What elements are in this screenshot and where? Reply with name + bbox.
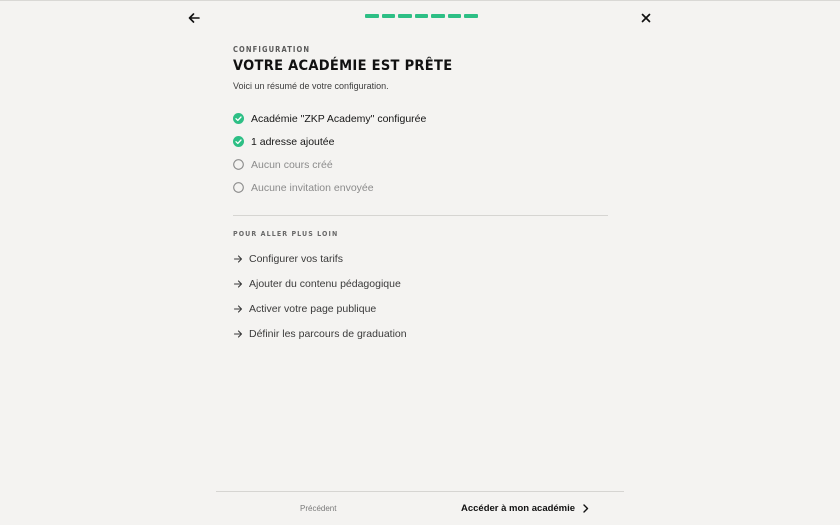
empty-circle-icon	[233, 159, 244, 170]
section-divider	[233, 215, 608, 216]
arrow-right-icon	[233, 329, 243, 339]
next-step-link[interactable]	[233, 271, 608, 296]
chevron-right-icon	[582, 504, 589, 513]
next-step-label: Configurer vos tarifs	[249, 252, 343, 265]
next-step-link[interactable]	[233, 321, 608, 346]
checklist-item	[233, 153, 608, 176]
progress-step	[431, 14, 445, 18]
go-to-academy-button[interactable]	[461, 503, 589, 514]
checklist-item-label: Aucune invitation envoyée	[251, 181, 374, 194]
footer-divider	[216, 491, 624, 492]
eyebrow-label: CONFIGURATION	[233, 45, 311, 54]
progress-step	[448, 14, 462, 18]
progress-step	[365, 14, 379, 18]
next-step-label: Ajouter du contenu pédagogique	[249, 277, 401, 290]
progress-step	[398, 14, 412, 18]
next-step-label: Définir les parcours de graduation	[249, 327, 407, 340]
close-button[interactable]	[636, 8, 656, 28]
arrow-left-icon	[188, 13, 200, 23]
close-icon	[641, 13, 651, 23]
next-steps-list	[233, 246, 608, 346]
page-subtitle: Voici un résumé de votre configuration.	[233, 81, 389, 91]
check-circle-icon	[233, 113, 244, 124]
arrow-right-icon	[233, 304, 243, 314]
summary-content	[233, 45, 608, 346]
next-step-link[interactable]	[233, 246, 608, 271]
arrow-right-icon	[233, 254, 243, 264]
progress-step	[464, 14, 478, 18]
go-to-academy-label: Accéder à mon académie	[461, 503, 576, 514]
check-circle-icon	[233, 136, 244, 147]
next-step-link[interactable]	[233, 296, 608, 321]
checklist-item	[233, 107, 608, 130]
progress-step	[382, 14, 396, 18]
arrow-right-icon	[233, 279, 243, 289]
checklist-item	[233, 130, 608, 153]
checklist-item	[233, 176, 608, 199]
next-step-label: Activer votre page publique	[249, 302, 377, 315]
empty-circle-icon	[233, 182, 244, 193]
page-title: VOTRE ACADÉMIE EST PRÊTE	[233, 58, 453, 74]
checklist-item-label: Aucun cours créé	[251, 158, 333, 171]
summary-checklist	[233, 107, 608, 199]
checklist-item-label: Académie "ZKP Academy" configurée	[251, 112, 427, 125]
progress-bar	[365, 14, 478, 18]
progress-step	[415, 14, 429, 18]
previous-button[interactable]: Précédent	[300, 504, 337, 513]
back-button[interactable]	[184, 8, 204, 28]
checklist-item-label: 1 adresse ajoutée	[251, 135, 335, 148]
section-label: POUR ALLER PLUS LOIN	[233, 230, 339, 238]
